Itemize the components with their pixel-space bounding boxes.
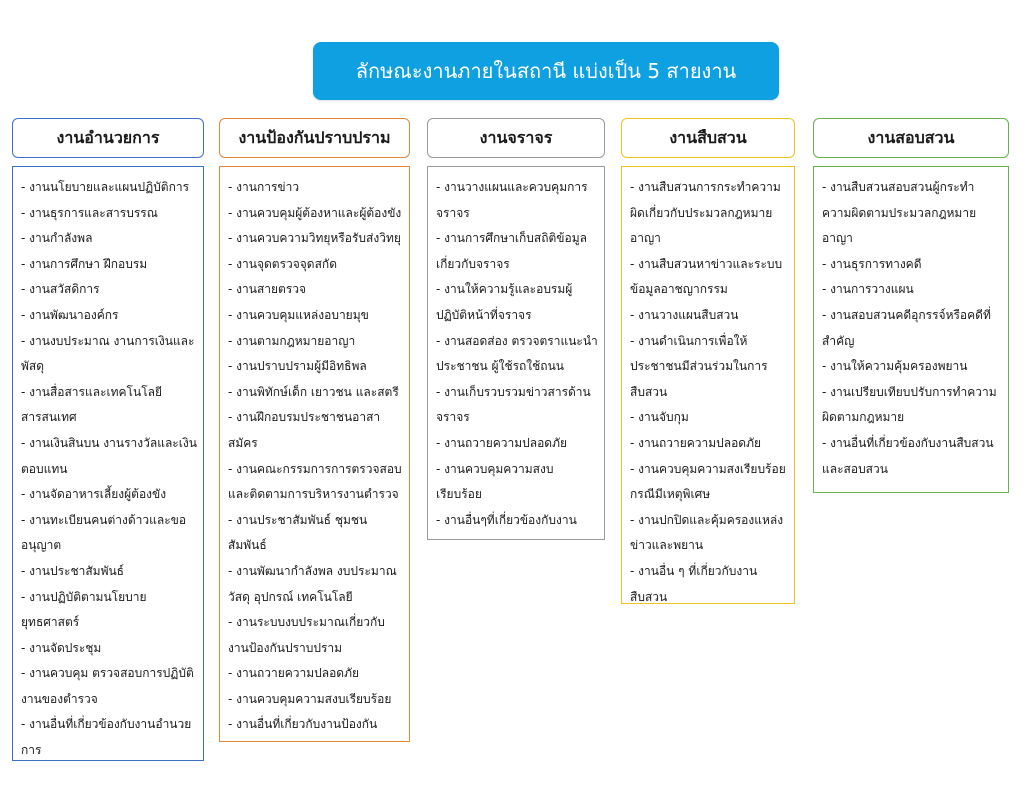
task-item: - งานเก็บรวบรวมข่าวสารด้านจราจร xyxy=(436,384,591,425)
task-item: - งานนโยบายและแผนปฏิบัติการ xyxy=(21,180,190,194)
task-item: - งานถวายความปลอดภัย xyxy=(436,435,568,450)
task-item: - งานถวายความปลอดภัย xyxy=(630,435,762,450)
column-body-investigation xyxy=(621,166,795,604)
task-item: - งานระบบงบประมาณเกี่ยวกับงานป้องกันปราบปราม xyxy=(228,615,385,655)
task-item: - งานสอดส่อง ตรวจตราแนะนำประชาชน ผู้ใช้รถใช้ถนน xyxy=(436,333,598,374)
task-item: - งานควบคุมความสงบเรียบร้อย xyxy=(436,461,554,502)
task-item: - งานการวางแผน xyxy=(822,282,914,297)
column-heading-inquiry: งานสอบสวน xyxy=(813,118,1009,158)
task-item: - งานธุรการและสารบรรณ xyxy=(21,205,158,220)
task-item: - งานเงินสินบน งานรางวัลและเงินตอบแทน xyxy=(21,435,197,476)
task-item: - งานสอบสวนคดีอุกรรจ์หรือคดีที่สำคัญ xyxy=(822,307,991,348)
task-item: - งานสืบสวนสอบสวนผู้กระทำความผิดตามประมวลกฎหมายอาญา xyxy=(822,180,977,246)
column-heading-investigation: งานสืบสวน xyxy=(621,118,795,158)
task-item: - งานให้ความคุ้มครองพยาน xyxy=(822,359,968,374)
task-item: - งานคณะกรรมการการตรวจสอบและติดตามการบริหารงานตำรวจ xyxy=(228,461,402,502)
task-list xyxy=(21,175,197,764)
task-list xyxy=(822,175,1002,482)
task-item: - งานตามกฎหมายอาญา xyxy=(228,333,356,348)
task-item: - งานพิทักษ์เด็ก เยาวชน และสตรี xyxy=(228,384,399,399)
task-item: - งานอื่นที่เกี่ยวข้องกับงานอำนวยการ xyxy=(21,717,192,758)
task-item: - งานอื่นที่เกี่ยวกับงานป้องกัน xyxy=(228,717,378,732)
task-item: - งานปกปิดและคุ้มครองแหล่งข่าวและพยาน xyxy=(630,512,784,553)
task-item: - งานควบคุมความสงเรียบร้อยกรณีมีเหตุพิเศษ xyxy=(630,461,786,502)
task-item: - งานสืบสวนการกระทำความผิดเกี่ยวกับประมวลกฎหมายอาญา xyxy=(630,180,781,246)
task-item: - งานการศึกษาเก็บสถิติข้อมูลเกี่ยวกับจราจร xyxy=(436,231,587,271)
task-item: - งานดำเนินการเพื่อให้ประชาชนมีส่วนร่วมในการสืบสวน xyxy=(630,333,768,399)
task-item: - งานสายตรวจ xyxy=(228,282,307,297)
task-item: - งานงบประมาณ งานการเงินและพัสดุ xyxy=(21,333,195,374)
task-item: - งานควบคุมแหล่งอบายมุข xyxy=(228,307,369,322)
task-item: - งานเปรียบเทียบปรับการทำความผิดตามกฎหมาย xyxy=(822,384,997,425)
task-item: - งานสืบสวนหาข่าวและระบบข้อมูลอาชญากรรม xyxy=(630,256,783,297)
task-item: - งานจับกุม xyxy=(630,410,689,425)
task-list xyxy=(436,175,598,533)
task-item: - งานวางแผนสืบสวน xyxy=(630,307,739,322)
task-item: - งานการข่าว xyxy=(228,180,300,194)
task-list xyxy=(228,175,403,738)
task-item: - งานจัดประชุม xyxy=(21,640,102,655)
task-item: - งานประชาสัมพันธ์ ชุมชนสัมพันธ์ xyxy=(228,512,368,553)
column-heading-traffic: งานจราจร xyxy=(427,118,605,158)
task-item: - งานกำลังพล xyxy=(21,231,93,246)
task-item: - งานจัดอาหารเลี้ยงผู้ต้องขัง xyxy=(21,487,167,502)
column-body-traffic xyxy=(427,166,605,540)
task-item: - งานควบความวิทยุหรือรับส่งวิทยุ xyxy=(228,231,401,246)
task-item: - งานพัฒนากำลังพล งบประมาณวัสดุ อุปกรณ์ เทคโนโลยี xyxy=(228,563,397,604)
task-item: - งานอื่นๆที่เกี่ยวข้องกับงาน xyxy=(436,512,577,527)
task-item: - งานสื่อสารและเทคโนโลยีสารสนเทศ xyxy=(21,384,163,425)
task-item: - งานทะเบียนคนต่างด้าวและขออนุญาต xyxy=(21,512,187,553)
task-item: - งานปราบปรามผู้มีอิทธิพล xyxy=(228,359,367,374)
task-item: - งานธุรการทางคดี xyxy=(822,256,922,271)
task-item: - งานให้ความรู้และอบรมผู้ปฏิบัติหน้าที่จราจร xyxy=(436,282,573,322)
task-item: - งานประชาสัมพันธ์ xyxy=(21,563,125,578)
task-item: - งานจุดตรวจจุดสกัด xyxy=(228,256,337,271)
column-heading-administration: งานอำนวยการ xyxy=(12,118,204,158)
task-item: - งานควบคุมความสงบเรียบร้อย xyxy=(228,691,392,706)
task-list xyxy=(630,175,788,610)
task-item: - งานอื่น ๆ ที่เกี่ยวกับงานสืบสวน xyxy=(630,563,758,604)
task-item: - งานการศึกษา ฝึกอบรม xyxy=(21,256,148,271)
task-item: - งานควบคุม ตรวจสอบการปฏิบัติงานของตำรวจ xyxy=(21,666,194,706)
column-body-inquiry xyxy=(813,166,1009,493)
column-body-crime-prevention xyxy=(219,166,410,742)
task-item: - งานฝึกอบรมประชาชนอาสาสมัคร xyxy=(228,410,381,450)
task-item: - งานถวายความปลอดภัย xyxy=(228,666,360,681)
task-item: - งานพัฒนาองค์กร xyxy=(21,307,119,322)
task-item: - งานวางแผนและควบคุมการจราจร xyxy=(436,180,588,220)
task-item: - งานควบคุมผู้ต้องหาและผู้ต้องขัง xyxy=(228,205,402,220)
task-item: - งานปฏิบัติตามนโยบายยุทธศาสตร์ xyxy=(21,589,147,630)
column-body-administration xyxy=(12,166,204,761)
column-heading-crime-prevention: งานป้องกันปราบปราม xyxy=(219,118,410,158)
diagram-title: ลักษณะงานภายในสถานี แบ่งเป็น 5 สายงาน xyxy=(313,42,779,100)
task-item: - งานสวัสดิการ xyxy=(21,282,100,297)
task-item: - งานอื่นที่เกี่ยวข้องกับงานสืบสวนและสอบสวน xyxy=(822,435,994,476)
